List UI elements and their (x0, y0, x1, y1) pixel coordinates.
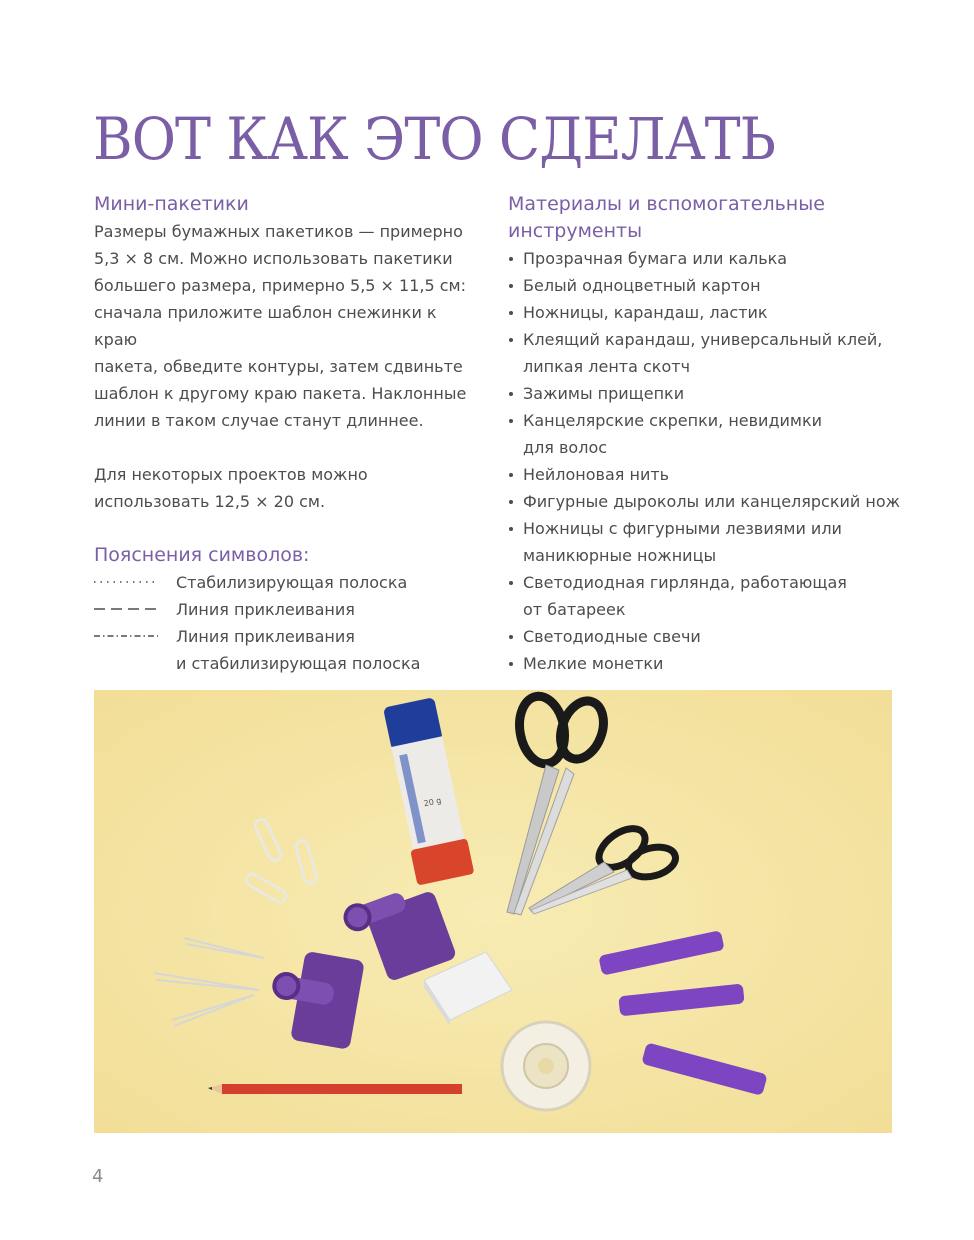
thread-spool-icon (502, 1022, 590, 1110)
list-item: Белый одноцветный картон (508, 272, 908, 299)
left-column (94, 191, 484, 677)
page-title: ВОТ КАК ЭТО СДЕЛАТЬ (93, 105, 776, 173)
craft-supplies-photo (94, 690, 892, 1133)
section-heading-mini-bags: Мини-пакетики (94, 193, 249, 215)
legend-label-continued: и стабилизирующая полоска (176, 654, 421, 673)
list-item: Ножницы с фигурными лезвиями или маникюрные ножницы (508, 515, 908, 569)
dashed-line-icon (94, 596, 162, 623)
list-item: Светодиодные свечи (508, 623, 908, 650)
right-column (508, 191, 908, 677)
materials-heading: Материалы и вспомогательные инструменты (508, 193, 825, 242)
legend-label: Линия приклеивания (176, 600, 355, 619)
legend-item-dashdot (94, 623, 484, 677)
list-item: Зажимы прищепки (508, 380, 908, 407)
list-item: Мелкие монетки (508, 650, 908, 677)
list-item: Фигурные дыроколы или канцелярский нож (508, 488, 908, 515)
pencil-icon (208, 1084, 462, 1094)
page-number: 4 (92, 1166, 104, 1187)
list-item: Прозрачная бумага или калька (508, 245, 908, 272)
legend-item-dotted (94, 569, 484, 596)
list-item: Светодиодная гирлянда, работающая от батареек (508, 569, 908, 623)
body-line: Для некоторых проектов можно (94, 465, 368, 484)
dashdot-line-icon (94, 623, 162, 650)
body-line: Размеры бумажных пакетиков — примерно (94, 222, 463, 241)
list-item: Ножницы, карандаш, ластик (508, 299, 908, 326)
svg-text:20 g: 20 g (422, 795, 443, 809)
materials-list (508, 245, 908, 677)
list-item: Канцелярские скрепки, невидимки для волос (508, 407, 908, 461)
body-line: большего размера, примерно 5,5 × 11,5 см: (94, 276, 467, 295)
list-item: Нейлоновая нить (508, 461, 908, 488)
dotted-line-icon (94, 569, 162, 596)
body-line: пакета, обведите контуры, затем сдвиньте (94, 357, 463, 376)
body-line: линии в таком случае станут длиннее. (94, 411, 424, 430)
body-line: 5,3 × 8 см. Можно использовать пакетики (94, 249, 453, 268)
body-line: сначала приложите шаблон снежинки к краю (94, 303, 437, 349)
legend-item-dashed (94, 596, 484, 623)
legend-heading: Пояснения символов: (94, 544, 310, 566)
body-line: шаблон к другому краю пакета. Наклонные (94, 384, 467, 403)
list-item: Клеящий карандаш, универсальный клей, липкая лента скотч (508, 326, 908, 380)
legend-label: Линия приклеивания (176, 627, 355, 646)
body-line: использовать 12,5 × 20 см. (94, 492, 326, 511)
legend-label: Стабилизирующая полоска (176, 573, 408, 592)
